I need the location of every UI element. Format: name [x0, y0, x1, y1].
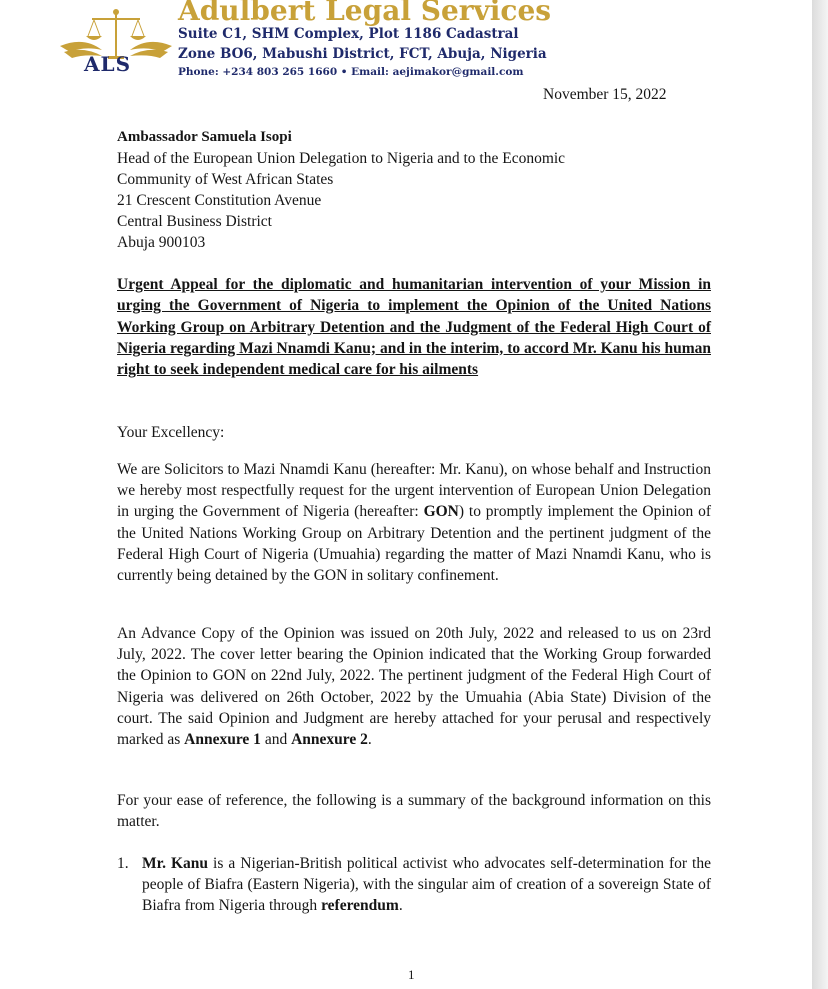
page-edge-shadow	[812, 0, 828, 989]
recipient-line: Community of West African States	[117, 171, 334, 188]
list-number: 1.	[117, 855, 129, 872]
recipient-line: Central Business District	[117, 213, 272, 230]
letter-date: November 15, 2022	[543, 86, 667, 103]
organization-address-line-1: Suite C1, SHM Complex, Plot 1186 Cadastral	[178, 26, 519, 42]
recipient-name: Ambassador Samuela Isopi	[117, 129, 292, 145]
recipient-line: Head of the European Union Delegation to Nigeria and to the Economic	[117, 150, 566, 167]
body-paragraph-2: An Advance Copy of the Opinion was issued on 20th July, 2022 and released to us on 23rd July, 2022. The cover letter bearing the Opinion indicated that the Working Group forwarded the Opinion to GON on 22nd July, 2022. The pertinent judgment of the Federal High Court of Nigeria was delivered on 26th October, 2022 by the Umuahia (Abia State) Division of the court. The said Opinion and Judgment are hereby attached for your perusal and respectively marked as Annexure 1 and Annexure 2.	[117, 625, 711, 749]
letter-subject: Urgent Appeal for the diplomatic and humanitarian intervention of your Mission in urging the Government of Nigeria to implement the Opinion of the United Nations Working Group on Arbitrary Detention and the Judgment of the Federal High Court of Nigeria regarding Mazi Nnamdi Kanu; and in the interim, to accord Mr. Kanu his human right to seek independent medical care for his ailments	[117, 276, 711, 379]
logo-initials: ALS	[84, 52, 132, 76]
salutation: Your Excellency:	[117, 424, 225, 441]
organization-address-line-2: Zone BO6, Mabushi District, FCT, Abuja, Nigeria	[178, 46, 547, 62]
body-paragraph-1: We are Solicitors to Mazi Nnamdi Kanu (hereafter: Mr. Kanu), on whose behalf and Instruction we hereby most respectfully request for the urgent intervention of European Union Delegation in urging the Government of Nigeria (hereafter: GON) to promptly implement the Opinion of the United Nations Working Group on Arbitrary Detention and the pertinent judgment of the Federal High Court of Nigeria (Umuahia) regarding the matter of Mazi Nnamdi Kanu, who is currently being detained by the GON in solitary confinement.	[117, 461, 711, 585]
organization-name: Adulbert Legal Services	[178, 0, 552, 27]
recipient-line: Abuja 900103	[117, 234, 206, 251]
recipient-address-block	[117, 127, 565, 253]
recipient-line: 21 Crescent Constitution Avenue	[117, 192, 322, 209]
page-number: 1	[408, 967, 415, 982]
organization-contact: Phone: +234 803 265 1660 • Email: aejimakor@gmail.com	[178, 66, 524, 78]
body-paragraph-3: For your ease of reference, the following is a summary of the background information on this matter.	[117, 792, 711, 831]
list-text: Mr. Kanu is a Nigerian-British political activist who advocates self-determination for the people of Biafra (Eastern Nigeria), with the singular aim of creation of a sovereign State of Biafra from Nigeria through referendum.	[142, 855, 711, 915]
